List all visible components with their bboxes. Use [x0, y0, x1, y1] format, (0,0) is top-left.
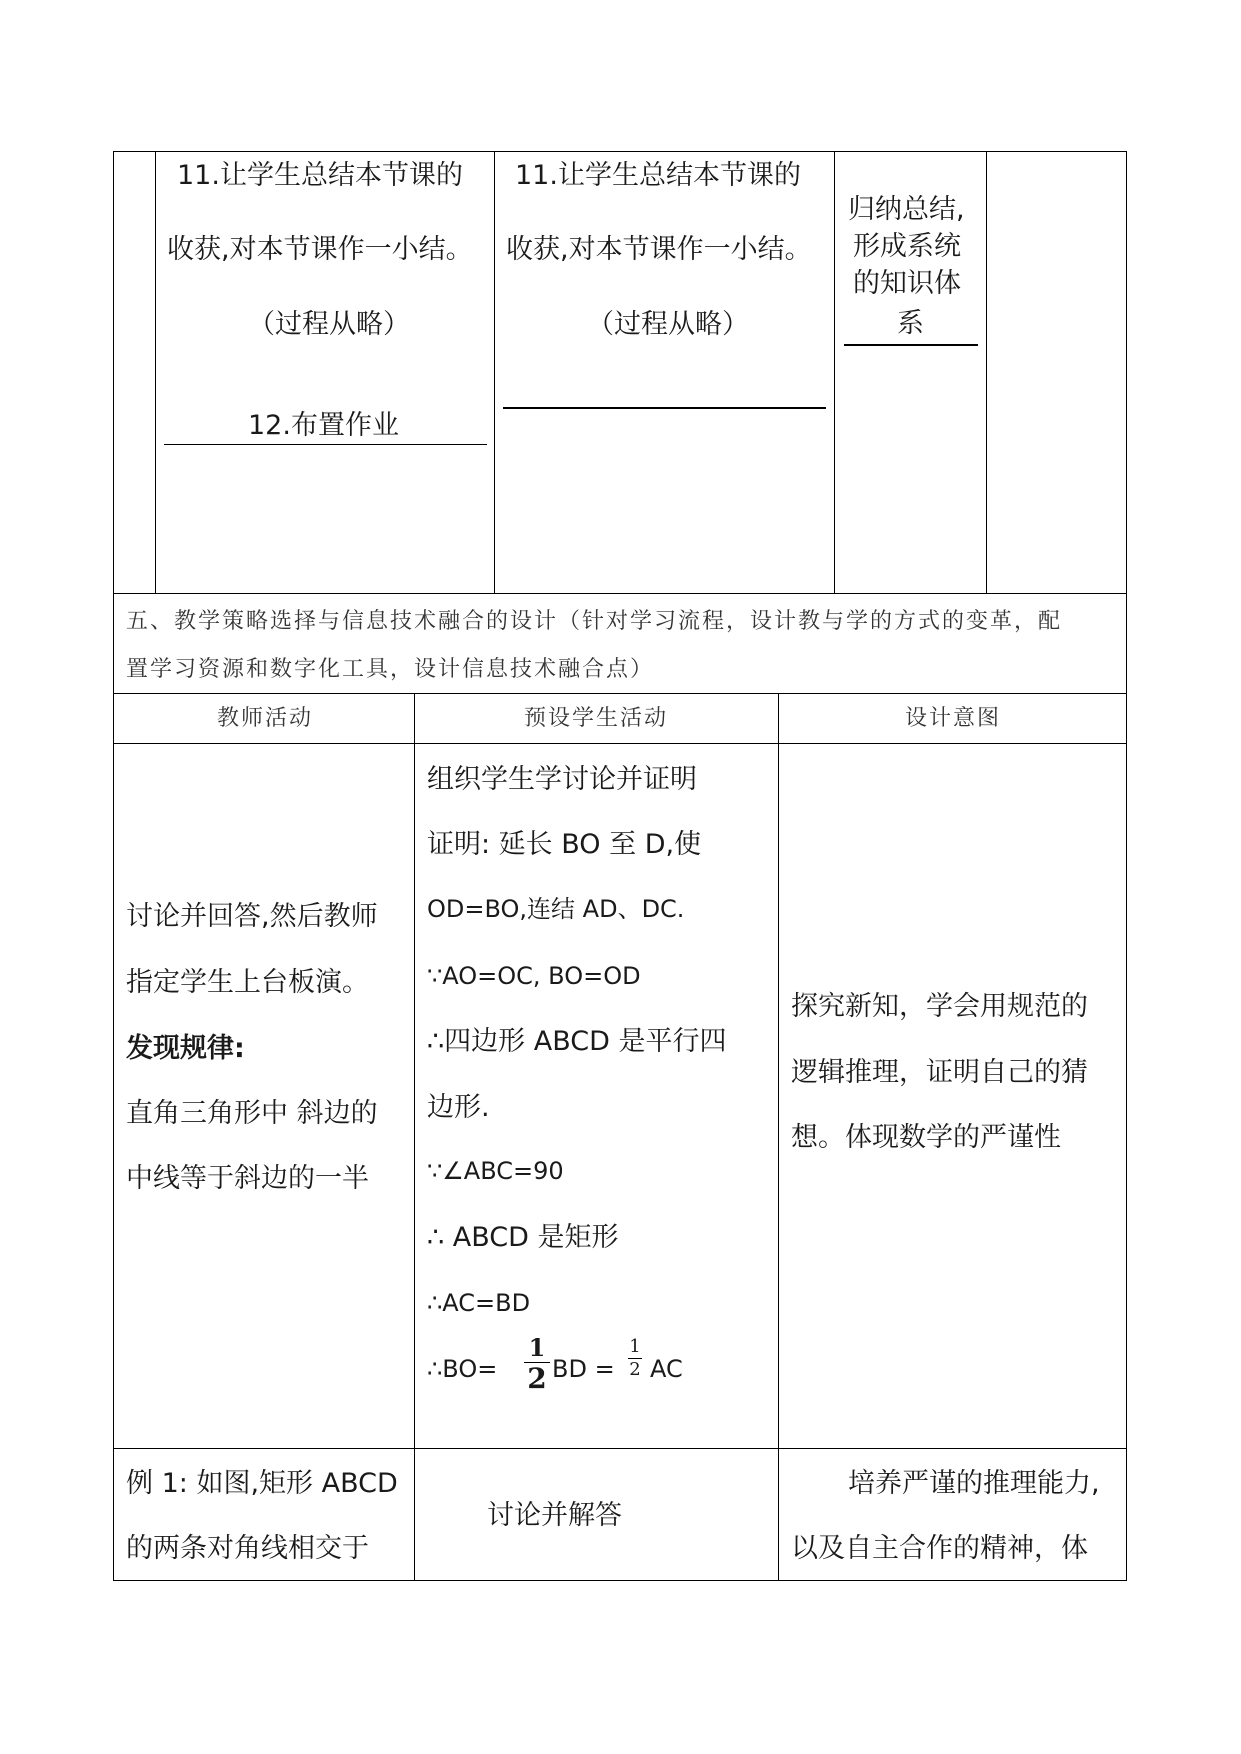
row1-teacher-line1: 讨论并回答,然后教师 [126, 901, 378, 932]
row1-teacher-line2: 指定学生上台板演。 [126, 967, 369, 998]
row1-teacher-heading: 发现规律: [126, 1033, 245, 1064]
section5-title-line2: 置学习资源和数字化工具，设计信息技术融合点） [126, 657, 655, 682]
col3-line4: 系 [897, 308, 924, 339]
row1-student-l10-prefix: ∴BO= [427, 1355, 498, 1383]
fraction2-numerator: 1 [629, 1336, 641, 1357]
fraction1-numerator: 1 [528, 1333, 546, 1362]
row1-teacher-line4: 中线等于斜边的一半 [126, 1163, 369, 1194]
row1-student-l10-suffix: AC [650, 1355, 683, 1383]
header-teacher-activity: 教师活动 [217, 706, 314, 731]
row1-intent-line3: 想。体现数学的严谨性 [791, 1122, 1061, 1153]
row1-student-l10-mid: BD = [552, 1355, 615, 1383]
row1-intent-line1: 探究新知，学会用规范的 [791, 991, 1088, 1022]
row2-teacher-line2: 的两条对角线相交于 [126, 1533, 369, 1564]
row2-intent-line2: 以及自主合作的精神，体 [791, 1533, 1088, 1564]
row1-student-l8: ∴ ABCD 是矩形 [427, 1222, 619, 1253]
row2-student-line1: 讨论并解答 [487, 1500, 622, 1531]
row2-intent-line1: 培养严谨的推理能力, [848, 1468, 1100, 1499]
row1-student-l9: ∴AC=BD [427, 1289, 531, 1317]
col2-item11-line3: （过程从略） [587, 309, 749, 340]
col1-item11-line2: 收获,对本节课作一小结。 [167, 234, 473, 265]
col1-item11-line1: 11.让学生总结本节课的 [177, 160, 463, 191]
row1-student-l5: ∴四边形 ABCD 是平行四 [427, 1026, 727, 1057]
row1-student-l3: OD=BO,连结 AD、DC. [427, 895, 685, 923]
section5-title-line1: 五、教学策略选择与信息技术融合的设计（针对学习流程，设计教与学的方式的变革，配 [126, 609, 1063, 634]
row1-student-l2: 证明: 延长 BO 至 D,使 [427, 829, 702, 860]
col3-line2: 形成系统 [853, 231, 961, 262]
col1-item11-line3: （过程从略） [248, 309, 410, 340]
row1-teacher-line3: 直角三角形中 斜边的 [126, 1098, 378, 1129]
fraction2-denominator: 2 [629, 1359, 641, 1380]
header-student-activity: 预设学生活动 [524, 706, 669, 731]
col3-line1: 归纳总结, [848, 194, 965, 225]
fraction-half [628, 1338, 642, 1379]
row1-student-l4: ∵AO=OC, BO=OD [427, 962, 641, 990]
row2-teacher-line1: 例 1: 如图,矩形 ABCD [126, 1468, 398, 1499]
col1-item12: 12.布置作业 [248, 410, 399, 441]
col3-underline [844, 344, 978, 346]
fraction-half-bold [524, 1333, 550, 1395]
header-design-intent: 设计意图 [905, 706, 1002, 731]
col2-item11-line1: 11.让学生总结本节课的 [515, 160, 801, 191]
row1-student-l1: 组织学生学讨论并证明 [427, 764, 697, 795]
col3-line3: 的知识体 [853, 268, 961, 299]
row1-student-l6: 边形. [427, 1092, 490, 1123]
row1-student-l7: ∵∠ABC=90 [427, 1157, 564, 1185]
col1-underline [164, 444, 487, 445]
row1-intent-line2: 逻辑推理，证明自己的猜 [791, 1057, 1088, 1088]
col2-item11-line2: 收获,对本节课作一小结。 [506, 234, 812, 265]
col2-underline [503, 407, 826, 409]
fraction1-denominator: 2 [527, 1362, 547, 1395]
